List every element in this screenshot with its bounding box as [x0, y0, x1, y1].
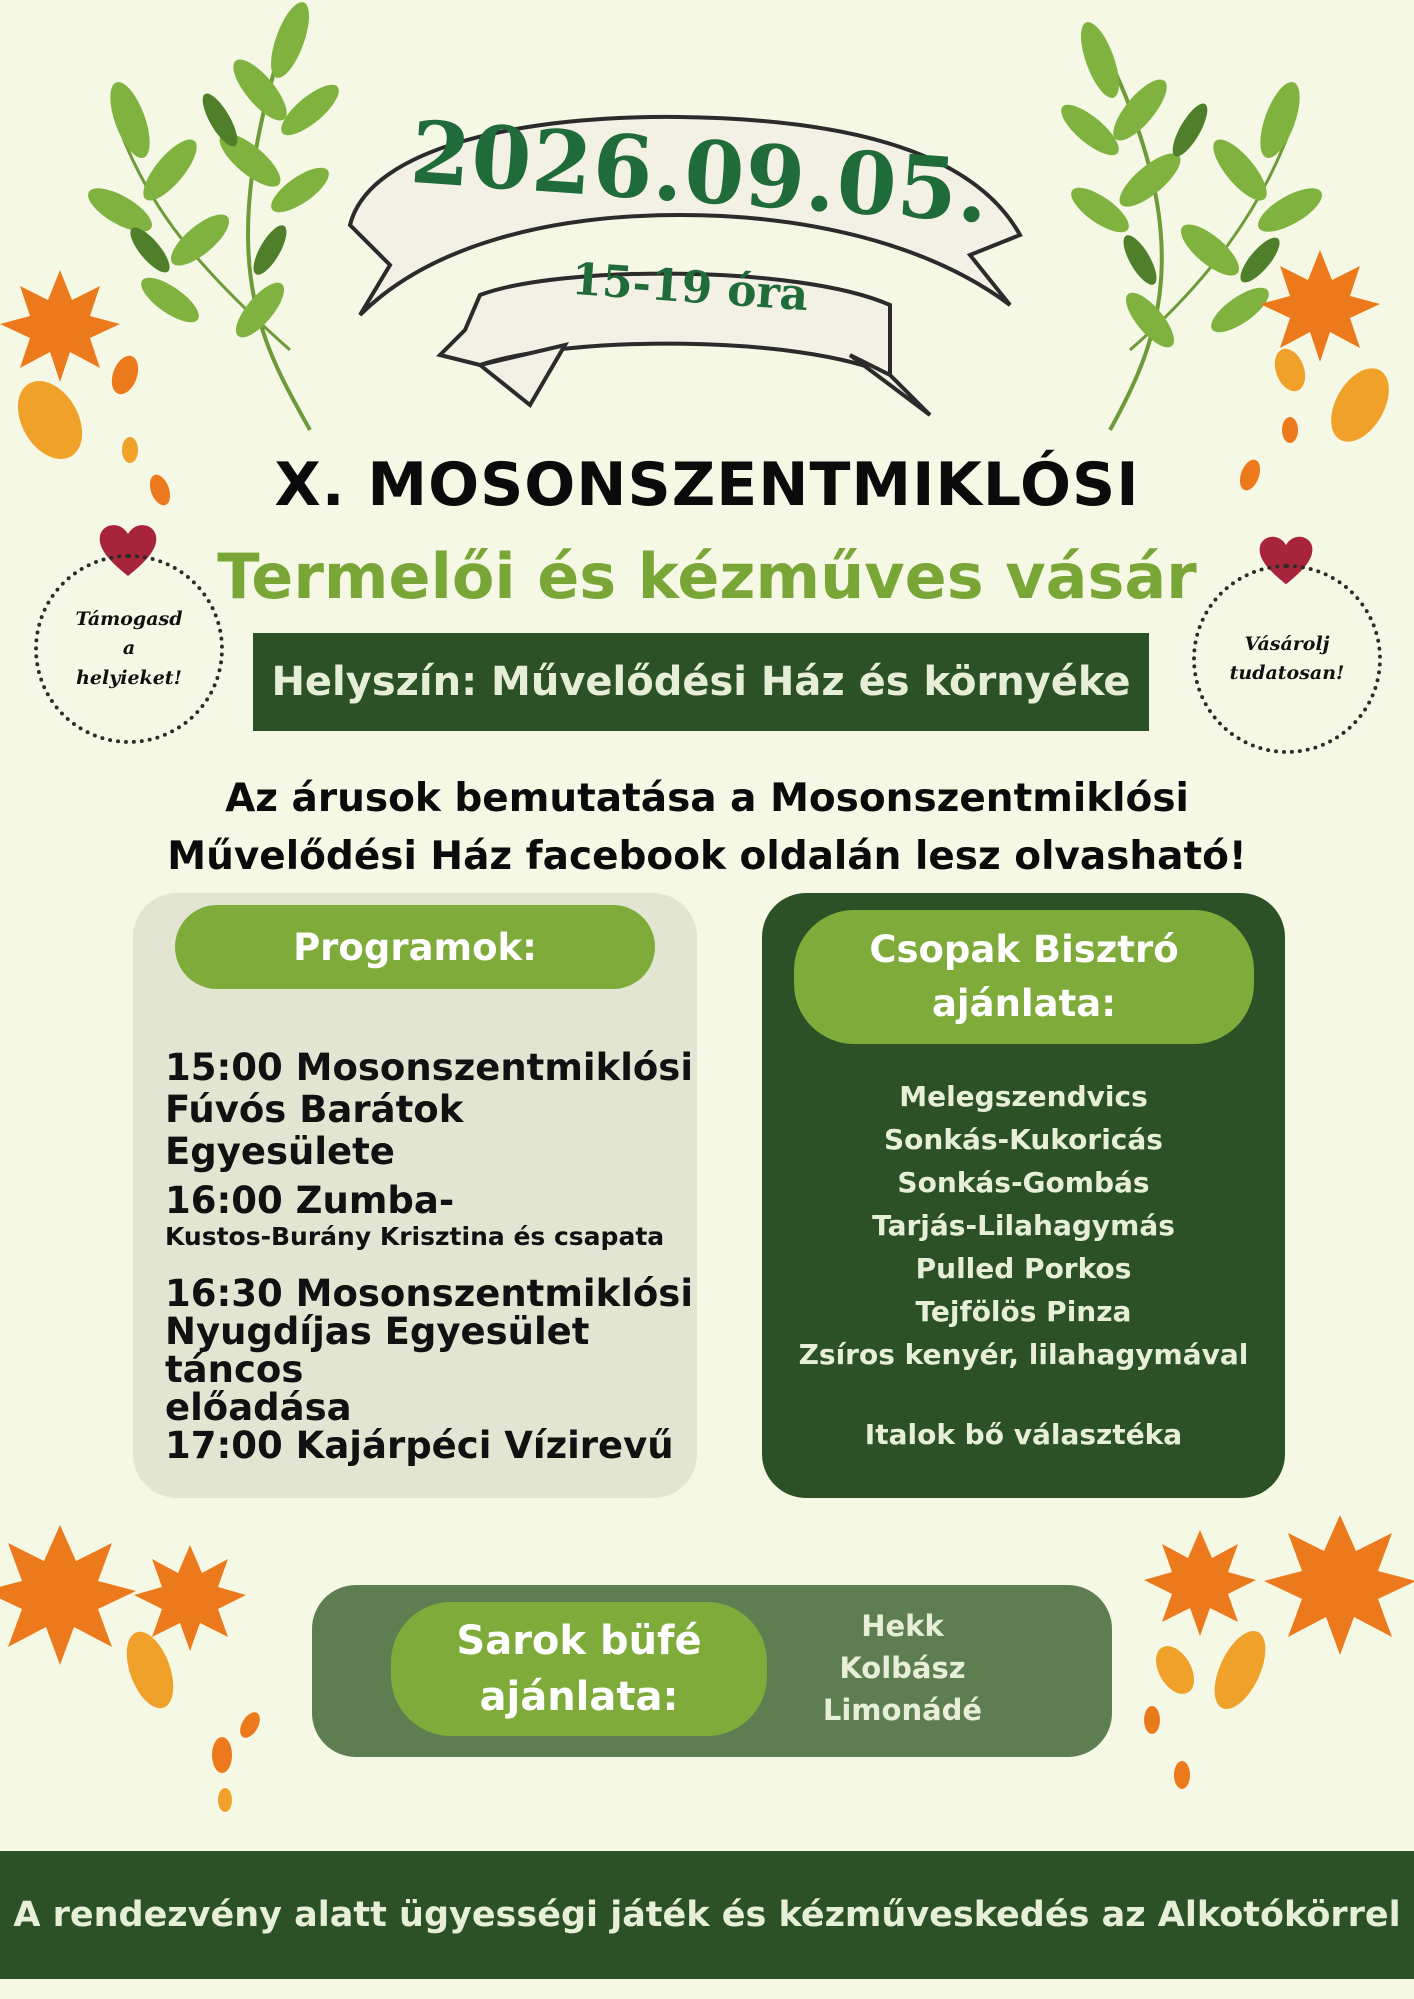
- program-item-line: 16:00 Zumba-: [165, 1179, 455, 1222]
- bistro-menu-list: [762, 1075, 1285, 1376]
- location-banner: [253, 633, 1149, 731]
- list-item: Tejfölös Pinza: [915, 1295, 1132, 1328]
- program-item-line: előadása: [165, 1386, 352, 1429]
- bistro-heading-line-2: ajánlata:: [931, 982, 1117, 1025]
- intro-line-2: Művelődési Ház facebook oldalán lesz olvasható!: [167, 834, 1247, 879]
- list-item: Limonádé: [822, 1693, 983, 1727]
- list-item: Melegszendvics: [899, 1080, 1148, 1113]
- autumn-leaves-bottom-right-decoration: [1120, 1505, 1414, 1805]
- badge-shop-consciously: [1192, 564, 1382, 754]
- program-item-line: Nyugdíjas Egyesület táncos: [165, 1310, 590, 1391]
- list-item: Kolbász: [839, 1651, 966, 1685]
- buffet-heading: [391, 1602, 767, 1736]
- event-date: 2026.09.05.: [407, 101, 993, 244]
- event-subtitle: Termelői és kézműves vásár: [217, 540, 1197, 613]
- bistro-heading-line-1: Csopak Bisztró: [869, 928, 1179, 971]
- badge-support-locals: [34, 554, 224, 744]
- program-item: [165, 1047, 705, 1173]
- footer-banner: [0, 1851, 1414, 1979]
- footer-text: A rendezvény alatt ügyességi játék és kézműveskedés az Alkotókörrel: [13, 1895, 1401, 1935]
- event-time: 15-19 óra: [569, 253, 811, 322]
- list-item: Pulled Porkos: [915, 1252, 1132, 1285]
- intro-line-1: Az árusok bemutatása a Mosonszentmiklósi: [225, 776, 1189, 821]
- program-item: [165, 1425, 705, 1467]
- list-item: Sonkás-Kukoricás: [884, 1123, 1163, 1156]
- program-item-line: 16:30 Mosonszentmiklósi: [165, 1272, 694, 1315]
- buffet-menu-list: [800, 1605, 1005, 1731]
- bistro-drinks: Italok bő választéka: [864, 1418, 1183, 1451]
- autumn-leaves-bottom-left-decoration: [0, 1515, 270, 1815]
- buffet-heading-line-1: Sarok büfé: [456, 1618, 702, 1664]
- location-text: Helyszín: Művelődési Ház és környéke: [271, 659, 1131, 705]
- program-item: [165, 1272, 705, 1429]
- badge-left-text: Támogasd a helyieket!: [75, 607, 183, 689]
- list-item: Tarjás-Lilahagymás: [872, 1209, 1175, 1242]
- list-item: Zsíros kenyér, lilahagymával: [798, 1338, 1249, 1371]
- list-item: Hekk: [861, 1609, 944, 1643]
- program-item-line: 17:00 Kajárpéci Vízirevű: [165, 1424, 674, 1467]
- buffet-heading-line-2: ajánlata:: [479, 1674, 679, 1720]
- program-item-line: Fúvós Barátok Egyesülete: [165, 1088, 464, 1173]
- event-title: X. MOSONSZENTMIKLÓSI: [274, 450, 1140, 520]
- intro-text: [100, 770, 1314, 886]
- badge-right-text: Vásárolj tudatosan!: [1229, 632, 1345, 684]
- program-item-subline: Kustos-Burány Krisztina és csapata: [165, 1222, 665, 1251]
- programs-heading: Programok:: [175, 905, 655, 989]
- bistro-heading: [794, 910, 1254, 1044]
- program-item-line: 15:00 Mosonszentmiklósi: [165, 1046, 694, 1089]
- list-item: Sonkás-Gombás: [897, 1166, 1150, 1199]
- program-item: [165, 1180, 705, 1252]
